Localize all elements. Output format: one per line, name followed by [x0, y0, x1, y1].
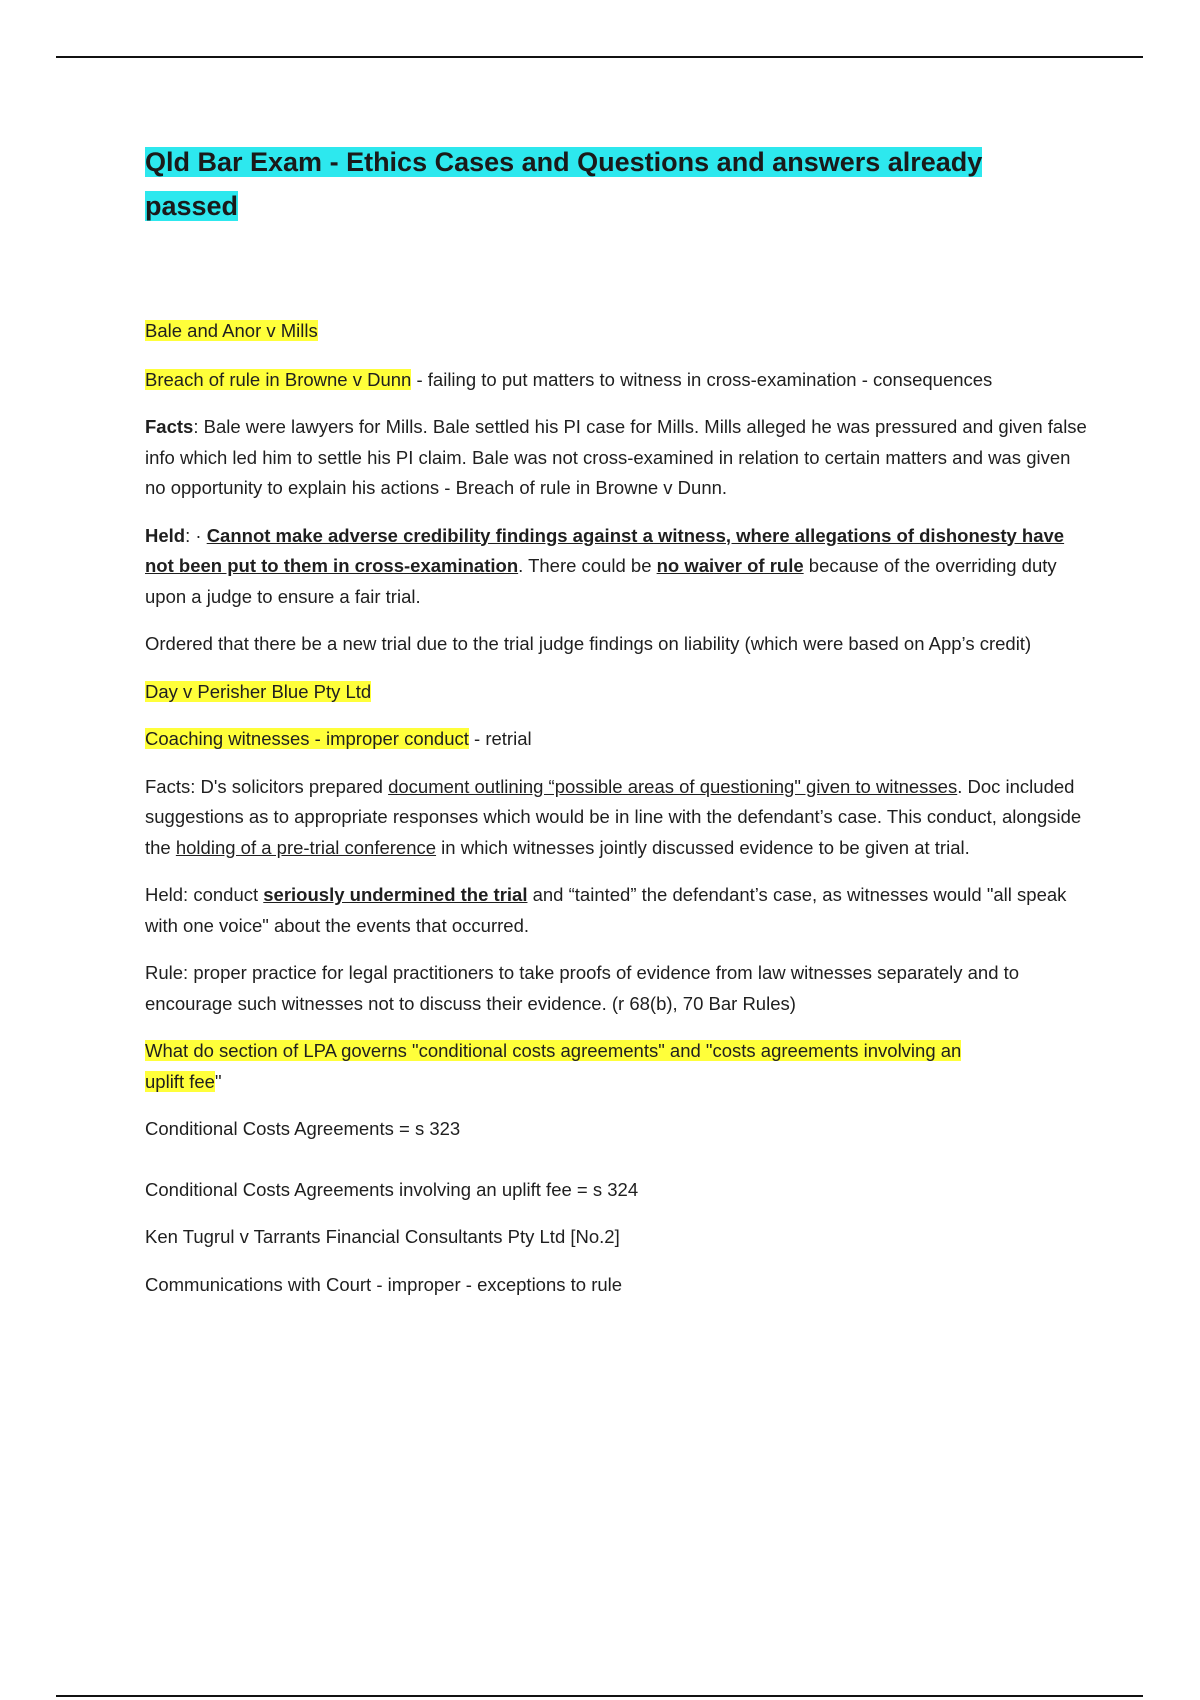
rule-paragraph-day: Rule: proper practice for legal practitioners to take proofs of evidence from law witnesses separately and to encourage such witnesses not to discuss their evidence. (r 68(b), 70 Bar Rules) — [145, 962, 1020, 1014]
case-topic-bale: Breach of rule in Browne v Dunn - failing to put matters to witness in cross-examination - consequences — [145, 368, 993, 390]
footer-rule — [56, 1695, 1143, 1697]
case-name-bale: Bale and Anor v Mills — [145, 320, 318, 341]
case-topic-tugrul: Communications with Court - improper - exceptions to rule — [145, 1273, 623, 1295]
document-title: Qld Bar Exam - Ethics Cases and Questions and answers already passed — [145, 147, 983, 221]
answer-s324: Conditional Costs Agreements involving an uplift fee = s 324 — [145, 1178, 639, 1200]
case-topic-day: Coaching witnesses - improper conduct - retrial — [145, 728, 532, 749]
facts-paragraph-bale: Facts: Bale were lawyers for Mills. Bale settled his PI case for Mills. Mills alleged he was pressured and given false info which led him to settle his PI claim. Bale was not cross-examined in relation to certain matters and was given no opportunity to explain his actions - Breach of rule in Browne v Dunn. — [145, 416, 1087, 498]
question-lpa-costs: What do section of LPA governs "conditional costs agreements" and "costs agreements involving an uplift fee" — [145, 1040, 962, 1092]
answer-s323: Conditional Costs Agreements = s 323 — [145, 1118, 461, 1139]
facts-paragraph-day: Facts: D's solicitors prepared document outlining “possible areas of questioning" given to witnesses. Doc included suggestions as to appropriate responses which would be in line with the defendant’s case. This conduct, alongside the holding of a pre-trial conference in which witnesses jointly discussed evidence to be given at trial. — [145, 775, 1082, 858]
document-body — [145, 140, 1095, 1300]
ordered-paragraph-bale: Ordered that there be a new trial due to the trial judge findings on liability (which were based on App’s credit) — [145, 633, 1032, 654]
header-rule — [56, 56, 1143, 58]
case-name-tugrul: Ken Tugrul v Tarrants Financial Consultants Pty Ltd [No.2] — [145, 1226, 620, 1247]
held-paragraph-day: Held: conduct seriously undermined the trial and “tainted” the defendant’s case, as witnesses would "all speak with one voice" about the events that occurred. — [145, 884, 1067, 936]
case-name-day: Day v Perisher Blue Pty Ltd — [145, 680, 372, 702]
held-paragraph-bale: Held: · Cannot make adverse credibility findings against a witness, where allegations of dishonesty have not been put to them in cross-examination. There could be no waiver of rule because of the overriding duty upon a judge to ensure a fair trial. — [145, 524, 1065, 607]
